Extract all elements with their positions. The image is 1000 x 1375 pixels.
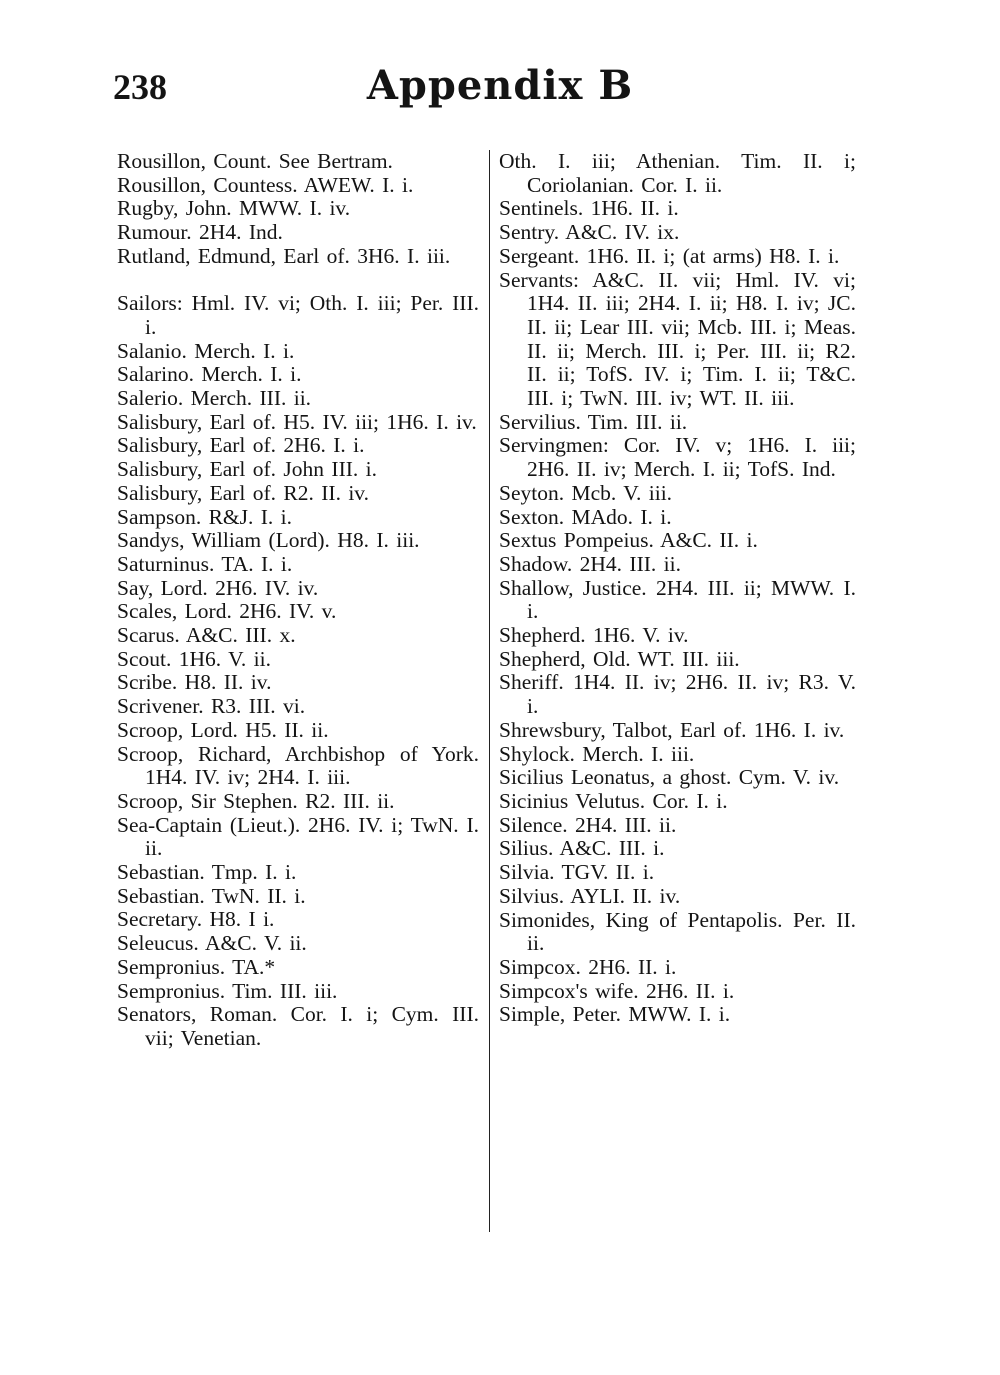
index-entry: Sheriff. 1H4. II. iv; 2H6. II. iv; R3. V. i. [499,670,856,719]
index-entry: Scales, Lord. 2H6. IV. v. [117,599,337,624]
index-entry: Seleucus. A&C. V. ii. [117,931,307,956]
index-entry: Sandys, William (Lord). H8. I. iii. [117,528,420,553]
index-entry: Sempronius. TA.* [117,954,276,979]
index-entry: Sentry. A&C. IV. ix. [499,220,680,245]
index-entry: Sextus Pompeius. A&C. II. i. [499,528,758,553]
index-entry: Scroop, Lord. H5. II. ii. [117,717,329,742]
index-entry: Sicinius Velutus. Cor. I. i. [499,788,728,813]
index-entry: Scout. 1H6. V. ii. [117,646,271,671]
index-entry: Seyton. Mcb. V. iii. [499,480,673,505]
index-entry: Silvia. TGV. II. i. [499,860,655,885]
index-entry: Servingmen: Cor. IV. v; 1H6. I. iii; 2H6. II. iv; Merch. I. ii; TofS. Ind. [499,433,856,482]
right-column [499,150,856,1027]
index-entry: Scrivener. R3. III. vi. [117,694,306,719]
index-entry: Oth. I. iii; Athenian. Tim. II. i; Coriolanian. Cor. I. ii. [499,149,856,197]
column-divider [489,150,490,1232]
index-entry: Sailors: Hml. IV. vi; Oth. I. iii; Per. III. i. [117,291,479,339]
index-entry: Sebastian. Tmp. I. i. [117,860,297,885]
index-entry: Shylock. Merch. I. iii. [499,741,695,766]
index-entry: Servants: A&C. II. vii; Hml. IV. vi; 1H4. II. iii; 2H4. I. ii; H8. I. iv; JC. II. ii; Lear III. vii; Mcb. III. i; Meas. II. ii; Merch. III. i; Per. III. ii; R2. II. ii; TofS. IV. i; Tim. I. ii; T&C. III. i; TwN. III. iv; WT. II. iii. [499,267,856,411]
index-entry: Silence. 2H4. III. ii. [499,812,677,837]
index-entry: Sergeant. 1H6. II. i; (at arms) H8. I. i. [499,243,840,268]
index-entry: Shepherd. 1H6. V. iv. [499,623,689,648]
index-entry: Salisbury, Earl of. 2H6. I. i. [117,433,365,458]
index-entry: Shallow, Justice. 2H4. III. ii; MWW. I. i. [499,575,856,624]
index-entry: Rugby, John. MWW. I. iv. [117,196,351,221]
index-entry: Saturninus. TA. I. i. [117,551,293,576]
index-entry: Salisbury, Earl of. R2. II. iv. [117,480,370,505]
index-entry: Scroop, Richard, Archbishop of York. 1H4. IV. iv; 2H4. I. iii. [117,741,479,790]
index-entry: Servilius. Tim. III. ii. [499,409,688,434]
index-entry: Rumour. 2H4. Ind. [117,220,283,245]
index-entry: Rutland, Edmund, Earl of. 3H6. I. iii. [117,243,451,268]
index-entry: Rousillon, Countess. AWEW. I. i. [117,172,414,197]
index-entry: Sempronius. Tim. III. iii. [117,978,338,1003]
index-entry: Silius. A&C. III. i. [499,836,665,861]
index-entry: Sicilius Leonatus, a ghost. Cym. V. iv. [499,765,840,790]
index-entry: Salerio. Merch. III. ii. [117,386,312,411]
index-entry: Shadow. 2H4. III. ii. [499,551,681,576]
index-entry: Shrewsbury, Talbot, Earl of. 1H6. I. iv. [499,717,845,742]
index-entry: Rousillon, Count. See Bertram. [117,149,393,173]
index-entry: Simpcox. 2H6. II. i. [499,954,677,979]
index-entry: Sentinels. 1H6. II. i. [499,196,679,221]
index-entry: Sampson. R&J. I. i. [117,504,293,529]
index-entry: Simple, Peter. MWW. I. i. [499,1002,731,1027]
index-entry: Simpcox's wife. 2H6. II. i. [499,978,735,1003]
index-entry: Sebastian. TwN. II. i. [117,883,306,908]
left-column [117,150,479,1051]
index-entry: Silvius. AYLI. II. iv. [499,883,681,908]
index-entry: Say, Lord. 2H6. IV. iv. [117,575,319,600]
index-entry: Scroop, Sir Stephen. R2. III. ii. [117,788,395,813]
page-title: Appendix B [366,62,634,109]
index-entry: Scarus. A&C. III. x. [117,623,296,648]
index-entry: Simonides, King of Pentapolis. Per. II. ii. [499,907,856,956]
index-entry: Secretary. H8. I i. [117,907,275,932]
index-entry: Salarino. Merch. I. i. [117,362,302,387]
index-entry: Sexton. MAdo. I. i. [499,504,672,529]
index-entry: Shepherd, Old. WT. III. iii. [499,646,740,671]
index-entry: Scribe. H8. II. iv. [117,670,272,695]
index-entry: Senators, Roman. Cor. I. i; Cym. III. vii; Venetian. [117,1002,479,1050]
index-entry: Salanio. Merch. I. i. [117,338,295,363]
index-entry: Sea-Captain (Lieut.). 2H6. IV. i; TwN. I. ii. [117,812,479,861]
page-number: 238 [113,67,167,107]
index-entry: Salisbury, Earl of. John III. i. [117,457,377,482]
index-entry: Salisbury, Earl of. H5. IV. iii; 1H6. I. iv. [117,409,477,434]
